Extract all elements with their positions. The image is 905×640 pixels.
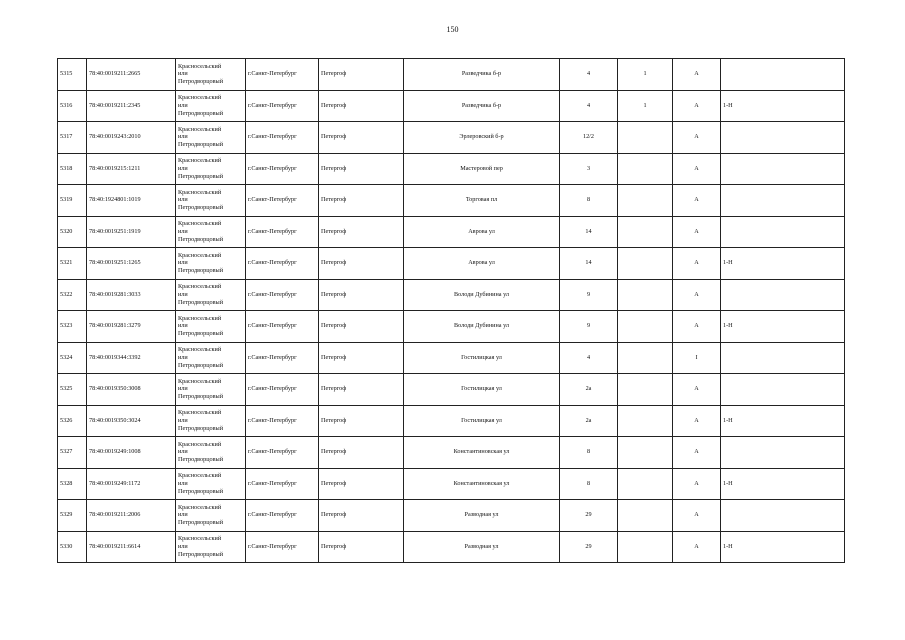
house-number: 29 [560, 500, 618, 532]
letter-cell: А [673, 437, 721, 469]
building-number [618, 437, 673, 469]
district-cell [176, 531, 246, 563]
letter-cell: А [673, 311, 721, 343]
building-number [618, 122, 673, 154]
row-number: 5329 [58, 500, 87, 532]
district-line: Красносельский [178, 188, 222, 196]
cadastral-number: 78:40:0019350:3008 [87, 374, 176, 406]
cadastral-number: 78:40:0019211:2345 [87, 90, 176, 122]
house-number: 4 [560, 59, 618, 91]
premises-cell [721, 216, 845, 248]
letter-cell: А [673, 153, 721, 185]
district-cell [176, 185, 246, 217]
district-line: Красносельский [178, 251, 222, 259]
city-cell: г.Санкт-Петербург [246, 500, 319, 532]
cadastral-number: 78:40:0019215:1211 [87, 153, 176, 185]
district-line: Красносельский [178, 62, 222, 70]
district-line: Красносельский [178, 535, 222, 543]
property-table [57, 58, 845, 563]
street-cell: Гостилицкая ул [404, 405, 560, 437]
row-number: 5319 [58, 185, 87, 217]
district-cell [176, 59, 246, 91]
district-cell [176, 311, 246, 343]
building-number: 1 [618, 59, 673, 91]
district-cell [176, 279, 246, 311]
district-line: Красносельский [178, 94, 222, 102]
town-cell: Петергоф [319, 311, 404, 343]
district-line: или [178, 353, 188, 361]
cadastral-number: 78:40:0019211:2006 [87, 500, 176, 532]
district-line: Красносельский [178, 157, 222, 165]
district-line: или [178, 290, 188, 298]
street-cell: Разведчика б-р [404, 59, 560, 91]
row-number: 5326 [58, 405, 87, 437]
district-line: Петродворцовый [178, 204, 224, 212]
district-line: Красносельский [178, 314, 222, 322]
row-number: 5327 [58, 437, 87, 469]
house-number: 2а [560, 405, 618, 437]
city-cell: г.Санкт-Петербург [246, 405, 319, 437]
building-number [618, 342, 673, 374]
city-cell: г.Санкт-Петербург [246, 185, 319, 217]
cadastral-number: 78:40:0019211:2665 [87, 59, 176, 91]
district-line: Красносельский [178, 377, 222, 385]
district-cell [176, 374, 246, 406]
building-number [618, 374, 673, 406]
premises-cell [721, 437, 845, 469]
cadastral-number: 78:40:0019211:6614 [87, 531, 176, 563]
district-line: или [178, 511, 188, 519]
city-cell: г.Санкт-Петербург [246, 279, 319, 311]
district-line: Петродворцовый [178, 424, 224, 432]
building-number [618, 185, 673, 217]
city-cell: г.Санкт-Петербург [246, 468, 319, 500]
premises-cell: 1-Н [721, 248, 845, 280]
district-line: или [178, 101, 188, 109]
district-line: или [178, 70, 188, 78]
house-number: 12/2 [560, 122, 618, 154]
house-number: 8 [560, 185, 618, 217]
cadastral-number: 78:40:0019281:3279 [87, 311, 176, 343]
city-cell: г.Санкт-Петербург [246, 342, 319, 374]
cadastral-number: 78:40:0019243:2010 [87, 122, 176, 154]
table-row [58, 122, 845, 154]
district-line: или [178, 227, 188, 235]
table-row [58, 374, 845, 406]
district-line: Красносельский [178, 283, 222, 291]
house-number: 14 [560, 248, 618, 280]
premises-cell [721, 279, 845, 311]
table-row [58, 500, 845, 532]
town-cell: Петергоф [319, 468, 404, 500]
premises-cell: 1-Н [721, 311, 845, 343]
building-number: 1 [618, 90, 673, 122]
district-line: или [178, 164, 188, 172]
table-row [58, 216, 845, 248]
street-cell: Разведчика б-р [404, 90, 560, 122]
district-line: или [178, 322, 188, 330]
letter-cell: А [673, 500, 721, 532]
district-cell [176, 405, 246, 437]
city-cell: г.Санкт-Петербург [246, 311, 319, 343]
building-number [618, 248, 673, 280]
row-number: 5322 [58, 279, 87, 311]
district-cell [176, 248, 246, 280]
town-cell: Петергоф [319, 153, 404, 185]
district-line: Петродворцовый [178, 456, 224, 464]
house-number: 4 [560, 90, 618, 122]
street-cell: Константиновская ул [404, 468, 560, 500]
district-line: Петродворцовый [178, 267, 224, 275]
city-cell: г.Санкт-Петербург [246, 122, 319, 154]
cadastral-number: 78:40:0019281:3033 [87, 279, 176, 311]
building-number [618, 500, 673, 532]
letter-cell: А [673, 185, 721, 217]
town-cell: Петергоф [319, 122, 404, 154]
cadastral-number: 78:40:0019350:3024 [87, 405, 176, 437]
district-line: Красносельский [178, 472, 222, 480]
street-cell: Володи Дубинина ул [404, 279, 560, 311]
town-cell: Петергоф [319, 405, 404, 437]
district-line: Петродворцовый [178, 141, 224, 149]
town-cell: Петергоф [319, 248, 404, 280]
row-number: 5320 [58, 216, 87, 248]
table-row [58, 90, 845, 122]
street-cell: Володи Дубинина ул [404, 311, 560, 343]
town-cell: Петергоф [319, 279, 404, 311]
district-line: Петродворцовый [178, 109, 224, 117]
street-cell: Гостилицкая ул [404, 374, 560, 406]
house-number: 8 [560, 468, 618, 500]
district-line: Петродворцовый [178, 519, 224, 527]
row-number: 5318 [58, 153, 87, 185]
letter-cell: А [673, 405, 721, 437]
building-number [618, 531, 673, 563]
house-number: 14 [560, 216, 618, 248]
building-number [618, 405, 673, 437]
table-row [58, 405, 845, 437]
district-line: Петродворцовый [178, 78, 224, 86]
district-line: Петродворцовый [178, 361, 224, 369]
premises-cell [721, 185, 845, 217]
building-number [618, 311, 673, 343]
cadastral-number: 78:40:1924801:1019 [87, 185, 176, 217]
district-line: или [178, 385, 188, 393]
table-row [58, 185, 845, 217]
district-line: или [178, 416, 188, 424]
district-cell [176, 500, 246, 532]
building-number [618, 279, 673, 311]
premises-cell [721, 59, 845, 91]
district-line: Красносельский [178, 125, 222, 133]
table-row [58, 342, 845, 374]
premises-cell: 1-Н [721, 531, 845, 563]
letter-cell: А [673, 248, 721, 280]
table-row [58, 437, 845, 469]
district-cell [176, 153, 246, 185]
district-line: Петродворцовый [178, 298, 224, 306]
street-cell: Разводная ул [404, 531, 560, 563]
district-line: Петродворцовый [178, 172, 224, 180]
letter-cell: А [673, 531, 721, 563]
row-number: 5323 [58, 311, 87, 343]
house-number: 2а [560, 374, 618, 406]
cadastral-number: 78:40:0019249:1008 [87, 437, 176, 469]
letter-cell: А [673, 122, 721, 154]
street-cell: Гостилицкая ул [404, 342, 560, 374]
premises-cell [721, 342, 845, 374]
row-number: 5315 [58, 59, 87, 91]
district-cell [176, 90, 246, 122]
town-cell: Петергоф [319, 437, 404, 469]
row-number: 5330 [58, 531, 87, 563]
city-cell: г.Санкт-Петербург [246, 90, 319, 122]
street-cell: Торговая пл [404, 185, 560, 217]
district-line: Петродворцовый [178, 393, 224, 401]
street-cell: Аврова ул [404, 248, 560, 280]
cadastral-number: 78:40:0019251:1919 [87, 216, 176, 248]
row-number: 5317 [58, 122, 87, 154]
district-line: Красносельский [178, 409, 222, 417]
district-cell [176, 342, 246, 374]
letter-cell: А [673, 59, 721, 91]
table-row [58, 59, 845, 91]
table-row [58, 279, 845, 311]
street-cell: Мастеровой пер [404, 153, 560, 185]
letter-cell: А [673, 468, 721, 500]
premises-cell [721, 374, 845, 406]
district-line: или [178, 196, 188, 204]
city-cell: г.Санкт-Петербург [246, 59, 319, 91]
city-cell: г.Санкт-Петербург [246, 153, 319, 185]
street-cell: Эрлеровский б-р [404, 122, 560, 154]
house-number: 9 [560, 279, 618, 311]
house-number: 9 [560, 311, 618, 343]
letter-cell: А [673, 90, 721, 122]
premises-cell: 1-Н [721, 468, 845, 500]
district-line: или [178, 479, 188, 487]
row-number: 5316 [58, 90, 87, 122]
district-line: Петродворцовый [178, 550, 224, 558]
cadastral-number: 78:40:0019344:3392 [87, 342, 176, 374]
house-number: 4 [560, 342, 618, 374]
town-cell: Петергоф [319, 374, 404, 406]
district-line: Красносельский [178, 503, 222, 511]
city-cell: г.Санкт-Петербург [246, 248, 319, 280]
district-line: или [178, 448, 188, 456]
table-row [58, 468, 845, 500]
cadastral-number: 78:40:0019249:1172 [87, 468, 176, 500]
table-row [58, 153, 845, 185]
house-number: 29 [560, 531, 618, 563]
row-number: 5321 [58, 248, 87, 280]
row-number: 5328 [58, 468, 87, 500]
letter-cell: А [673, 374, 721, 406]
district-cell [176, 468, 246, 500]
street-cell: Разводная ул [404, 500, 560, 532]
letter-cell: А [673, 216, 721, 248]
premises-cell: 1-Н [721, 405, 845, 437]
district-line: Петродворцовый [178, 487, 224, 495]
district-line: Петродворцовый [178, 235, 224, 243]
town-cell: Петергоф [319, 531, 404, 563]
table-row [58, 311, 845, 343]
district-line: Петродворцовый [178, 330, 224, 338]
row-number: 5324 [58, 342, 87, 374]
premises-cell [721, 122, 845, 154]
building-number [618, 153, 673, 185]
town-cell: Петергоф [319, 90, 404, 122]
letter-cell: I [673, 342, 721, 374]
district-line: Красносельский [178, 346, 222, 354]
district-line: или [178, 133, 188, 141]
district-line: или [178, 259, 188, 267]
district-cell [176, 122, 246, 154]
cadastral-number: 78:40:0019251:1265 [87, 248, 176, 280]
row-number: 5325 [58, 374, 87, 406]
letter-cell: А [673, 279, 721, 311]
town-cell: Петергоф [319, 342, 404, 374]
premises-cell [721, 500, 845, 532]
table-body [58, 59, 845, 563]
city-cell: г.Санкт-Петербург [246, 216, 319, 248]
building-number [618, 216, 673, 248]
city-cell: г.Санкт-Петербург [246, 374, 319, 406]
district-line: или [178, 542, 188, 550]
town-cell: Петергоф [319, 59, 404, 91]
table-row [58, 248, 845, 280]
street-cell: Аврова ул [404, 216, 560, 248]
premises-cell: 1-Н [721, 90, 845, 122]
district-line: Красносельский [178, 440, 222, 448]
city-cell: г.Санкт-Петербург [246, 531, 319, 563]
premises-cell [721, 153, 845, 185]
town-cell: Петергоф [319, 500, 404, 532]
street-cell: Константиновская ул [404, 437, 560, 469]
district-cell [176, 437, 246, 469]
table-row [58, 531, 845, 563]
district-cell [176, 216, 246, 248]
district-line: Красносельский [178, 220, 222, 228]
town-cell: Петергоф [319, 216, 404, 248]
town-cell: Петергоф [319, 185, 404, 217]
house-number: 3 [560, 153, 618, 185]
building-number [618, 468, 673, 500]
page-number: 150 [446, 25, 459, 34]
house-number: 8 [560, 437, 618, 469]
city-cell: г.Санкт-Петербург [246, 437, 319, 469]
